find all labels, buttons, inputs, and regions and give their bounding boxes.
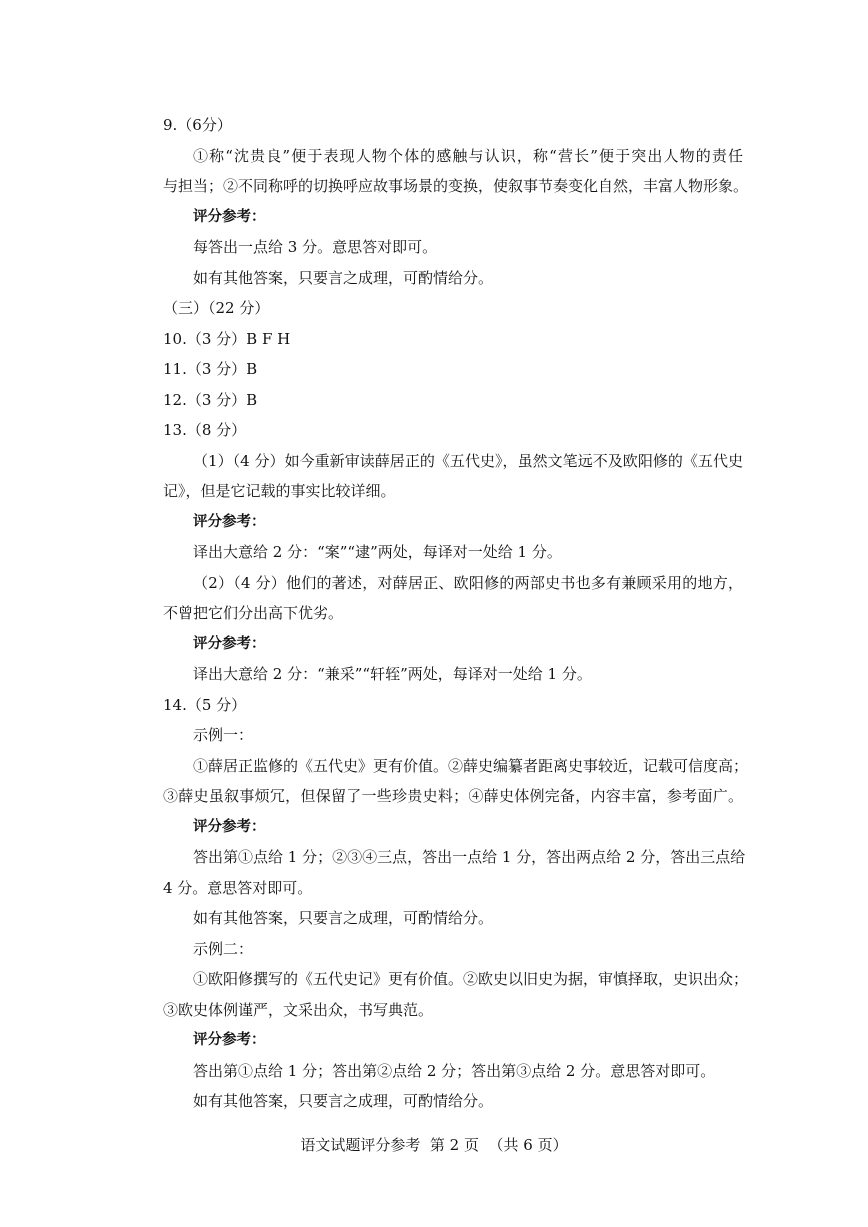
scoring-reference-heading: 评分参考： [193,635,266,652]
scoring-reference-heading: 评分参考： [193,1032,266,1048]
answer-line: 每答出一点给 3 分。意思答对即可。 [193,238,438,256]
answer-line: 译出大意给 2 分：“案”“逮”两处，每译对一处给 1 分。 [193,543,562,561]
answer-line: 不曾把它们分出高下优劣。 [163,604,344,622]
scoring-reference-heading: 评分参考： [193,208,266,225]
answer-line: 如有其他答案，只要言之成理，可酌情给分。 [193,1092,494,1110]
answer-line: 13.（8 分） [163,421,247,439]
answer-line: 答出第①点给 1 分；②③④三点，答出一点给 1 分，答出两点给 2 分，答出三点给 [193,848,746,866]
answer-key-content [163,110,749,1117]
answer-line: 12.（3 分）B [163,390,258,409]
answer-line: 14.（5 分） [163,695,247,714]
answer-line: ③薛史虽叙事烦冗，但保留了一些珍贵史料；④薛史体例完备，内容丰富，参考面广。 [163,787,743,805]
answer-line: ③欧史体例谨严，文采出众，书写典范。 [163,1000,434,1019]
scoring-reference-heading: 评分参考： [193,513,266,530]
answer-line: 如有其他答案，只要言之成理，可酌情给分。 [193,268,494,287]
answer-line: 记》，但是它记载的事实比较详细。 [163,482,396,500]
answer-line: （1）（4 分）如今重新审读薛居正的《五代史》，虽然文笔远不及欧阳修的《五代史 [193,451,743,470]
answer-line: 4 分。意思答对即可。 [163,878,313,897]
answer-line: 如有其他答案，只要言之成理，可酌情给分。 [193,909,494,927]
answer-line: ①薛居正监修的《五代史》更有价值。②薛史编纂者距离史事较近，记载可信度高； [193,756,749,775]
answer-line: 10.（3 分）B F H [163,329,291,348]
answer-line: （2）（4 分）他们的著述，对薛居正、欧阳修的两部史书也多有兼顾采用的地方， [193,573,743,592]
answer-line: 译出大意给 2 分：“兼采”“轩轾”两处，每译对一处给 1 分。 [193,665,592,683]
answer-line: ①欧阳修撰写的《五代史记》更有价值。②欧史以旧史为据，审慎择取，史识出众； [193,970,749,988]
answer-line: 示例一： [193,726,254,744]
answer-line: 9.（6分） [163,116,232,134]
answer-line: 答出第①点给 1 分；答出第②点给 2 分；答出第③点给 2 分。意思答对即可。 [193,1061,716,1080]
answer-line: 示例二： [193,939,254,958]
answer-line: ①称“沈贵良”便于表现人物个体的感触与认识，称“营长”便于突出人物的责任 [193,146,743,165]
answer-line: 与担当；②不同称呼的切换呼应故事场景的变换，使叙事节奏变化自然，丰富人物形象。 [163,177,749,195]
scoring-reference-heading: 评分参考： [193,818,266,835]
page-footer: 语文试题评分参考 第 2 页 （共 6 页） [300,1136,568,1154]
answer-line: （三）（22 分） [163,299,270,317]
answer-line: 11.（3 分）B [163,360,258,378]
